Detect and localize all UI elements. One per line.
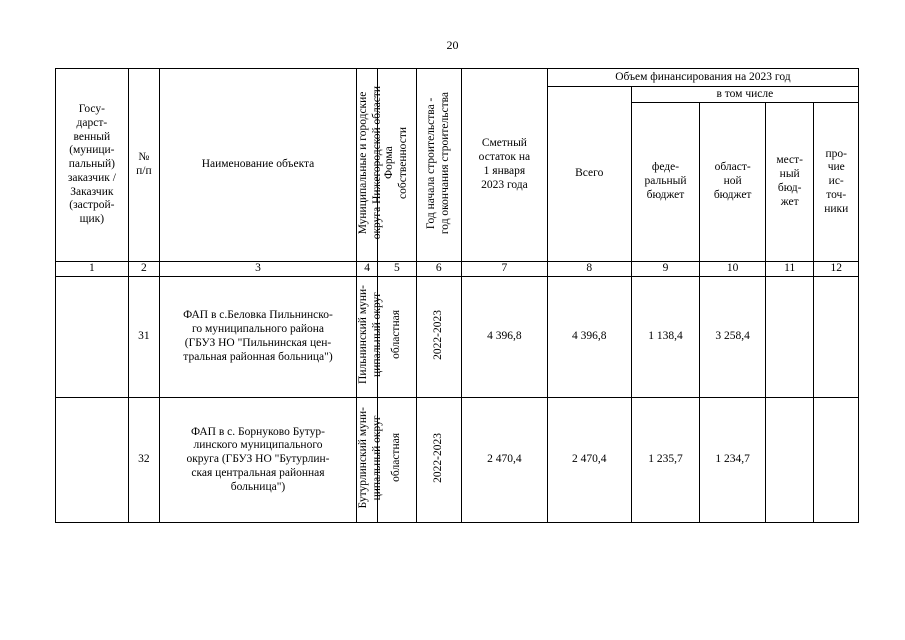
header-including: в том числе [631,87,858,103]
header-local: мест- ный бюд- жет [765,103,813,262]
header-num: № п/п [128,69,159,262]
row-federal: 1 138,4 [631,277,700,398]
header-funding-group: Объем финансирования на 2023 год [547,69,858,87]
header-total: Всего [547,87,631,262]
row-other [814,398,859,523]
header-years: Год начала строительства - год окончания строительства [416,69,461,262]
column-number: 4 [356,262,377,277]
column-number: 7 [461,262,547,277]
row-regional: 3 258,4 [700,277,766,398]
header-customer: Госу- дарст- венный (муници- пальный) заказчик / Заказчик (застрой- щик) [56,69,129,262]
column-number: 9 [631,262,700,277]
row-total: 4 396,8 [547,277,631,398]
column-number: 11 [765,262,813,277]
row-years: 2022-2023 [416,398,461,523]
row-object-name: ФАП в с.Беловка Пильнинско- го муниципального района (ГБУЗ НО "Пильнинская цен- тральная районная больница") [160,277,357,398]
row-other [814,277,859,398]
row-total: 2 470,4 [547,398,631,523]
row-local [765,398,813,523]
row-municipality: Бутурлинский муни- ципальный округ [356,398,377,523]
column-number: 10 [700,262,766,277]
row-years: 2022-2023 [416,277,461,398]
header-federal: феде- ральный бюджет [631,103,700,262]
table-row [56,277,859,398]
row-num: 32 [128,398,159,523]
financing-table [55,68,859,523]
column-number: 1 [56,262,129,277]
column-number-row [56,262,859,277]
column-number: 3 [160,262,357,277]
header-ownership: Форма собственности [378,69,416,262]
row-num: 31 [128,277,159,398]
header-other: про- чие ис- точ- ники [814,103,859,262]
header-object-name: Наименование объекта [160,69,357,262]
column-number: 8 [547,262,631,277]
row-local [765,277,813,398]
table-row [56,398,859,523]
column-number: 5 [378,262,416,277]
row-estimate: 2 470,4 [461,398,547,523]
column-number: 2 [128,262,159,277]
row-customer [56,398,129,523]
row-regional: 1 234,7 [700,398,766,523]
row-federal: 1 235,7 [631,398,700,523]
row-estimate: 4 396,8 [461,277,547,398]
row-customer [56,277,129,398]
row-ownership: областная [378,398,416,523]
page-number: 20 [446,38,459,52]
header-regional: област- ной бюджет [700,103,766,262]
row-municipality: Пильнинский муни- ципальный округ [356,277,377,398]
header-estimate: Сметный остаток на 1 января 2023 года [461,69,547,262]
header-municipality: Муниципальные и городские округа Нижегородской области [356,69,377,262]
row-ownership: областная [378,277,416,398]
column-number: 6 [416,262,461,277]
row-object-name: ФАП в с. Борнуково Бутур- линского муниципального округа (ГБУЗ НО "Бутурлин- ская центральная районная больница") [160,398,357,523]
column-number: 12 [814,262,859,277]
